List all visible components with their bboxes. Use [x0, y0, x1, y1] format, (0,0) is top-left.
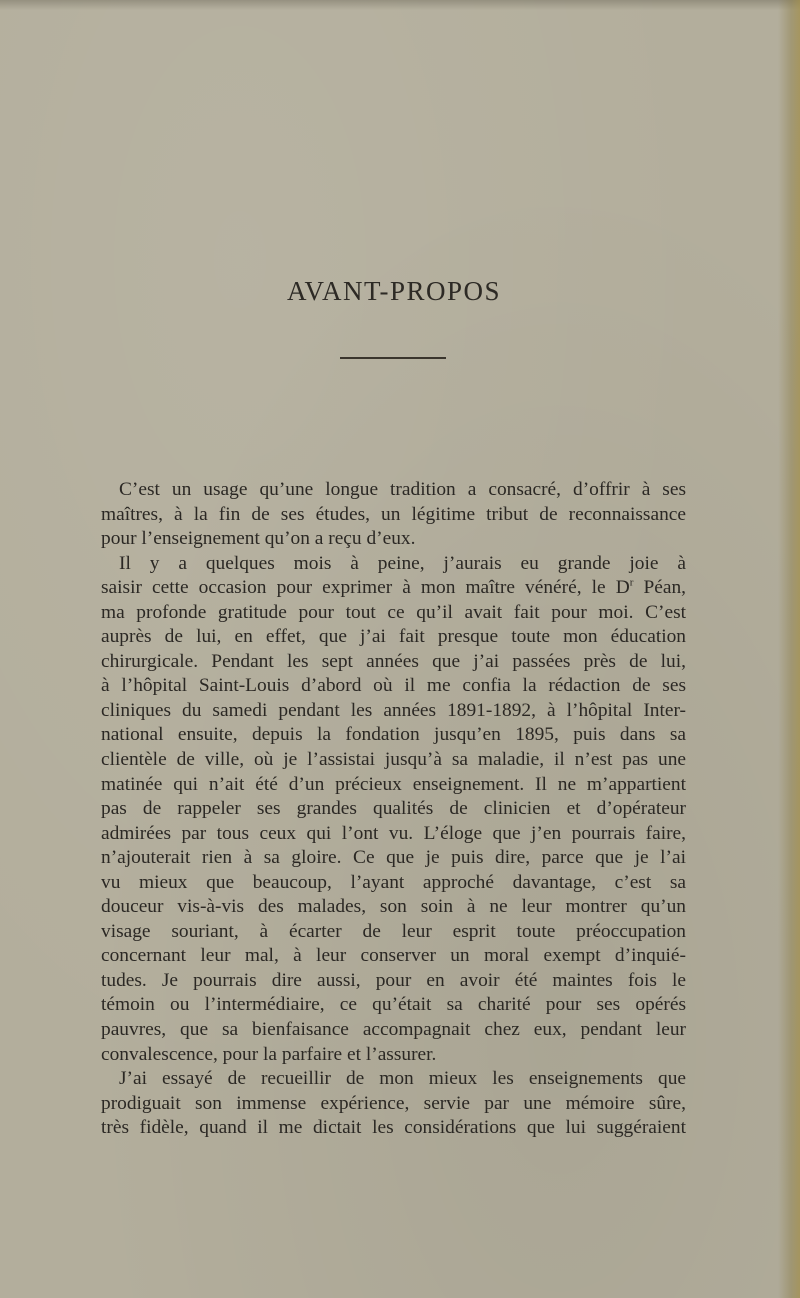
body-text — [101, 478, 686, 1141]
text-line: admirées par tous ceux qui l’ont vu. L’éloge que j’en pourrais faire, — [101, 822, 686, 844]
text-line: très fidèle, quand il me dictait les considérations que lui suggéraient — [101, 1117, 686, 1139]
text-line: Il y a quelques mois à peine, j’aurais eu grande joie à — [119, 552, 686, 574]
text-line: pas de rappeler ses grandes qualités de clinicien et d’opérateur — [101, 798, 686, 820]
text-line: pour l’enseignement qu’on a reçu d’eux. — [101, 528, 416, 550]
text-line: visage souriant, à écarter de leur esprit toute préoccupation — [101, 920, 686, 942]
text-line: matinée qui n’ait été d’un précieux enseignement. Il ne m’appartient — [101, 773, 686, 795]
text-line: chirurgicale. Pendant les sept années que j’ai passées près de lui, — [101, 650, 686, 672]
text-line: C’est un usage qu’une longue tradition a consacré, d’offrir à ses — [119, 479, 686, 500]
text-line: vu mieux que beaucoup, l’ayant approché davantage, c’est sa — [101, 871, 686, 893]
text-line: auprès de lui, en effet, que j’ai fait presque toute mon éducation — [101, 626, 686, 648]
page-top-edge — [0, 0, 800, 10]
text-segment: Péan, — [633, 577, 686, 599]
text-line: à l’hôpital Saint-Louis d’abord où il me confia la rédaction de ses — [101, 675, 686, 697]
text-line: maîtres, à la fin de ses études, un légitime tribut de reconnaissance — [101, 503, 686, 525]
text-line: clientèle de ville, où je l’assistai jusqu’à sa maladie, il n’est pas une — [101, 749, 686, 771]
text-line: prodiguait son immense expérience, servie par une mémoire sûre, — [101, 1092, 686, 1114]
text-segment: saisir cette occasion pour exprimer à mon maître vénéré, le D — [101, 577, 630, 599]
text-line: n’ajouterait rien à sa gloire. Ce que je puis dire, parce que je l’ai — [101, 847, 686, 869]
page-right-edge — [778, 0, 800, 1298]
text-line: concernant leur mal, à leur conserver un moral exempt d’inquié- — [101, 945, 686, 967]
text-line: tudes. Je pourrais dire aussi, pour en avoir été maintes fois le — [101, 969, 686, 991]
text-line: J’ai essayé de recueillir de mon mieux les enseignements que — [119, 1068, 686, 1090]
text-line: cliniques du samedi pendant les années 1891-1892, à l’hôpital Inter- — [101, 699, 686, 721]
text-line: témoin ou l’intermédiaire, ce qu’était sa charité pour ses opérés — [101, 994, 686, 1016]
text-line: pauvres, que sa bienfaisance accompagnait chez eux, pendant leur — [101, 1019, 686, 1041]
title-rule — [340, 357, 446, 359]
text-line: douceur vis-à-vis des malades, son soin à ne leur montrer qu’un — [101, 896, 686, 918]
superscript: r — [629, 576, 634, 589]
text-line: national ensuite, depuis la fondation jusqu’en 1895, puis dans sa — [101, 724, 686, 746]
page-title: AVANT-PROPOS — [286, 276, 502, 306]
text-line-with-superscript — [101, 576, 686, 601]
text-line: ma profonde gratitude pour tout ce qu’il avait fait pour moi. C’est — [101, 601, 686, 623]
text-line: convalescence, pour la parfaire et l’assurer. — [101, 1043, 437, 1065]
